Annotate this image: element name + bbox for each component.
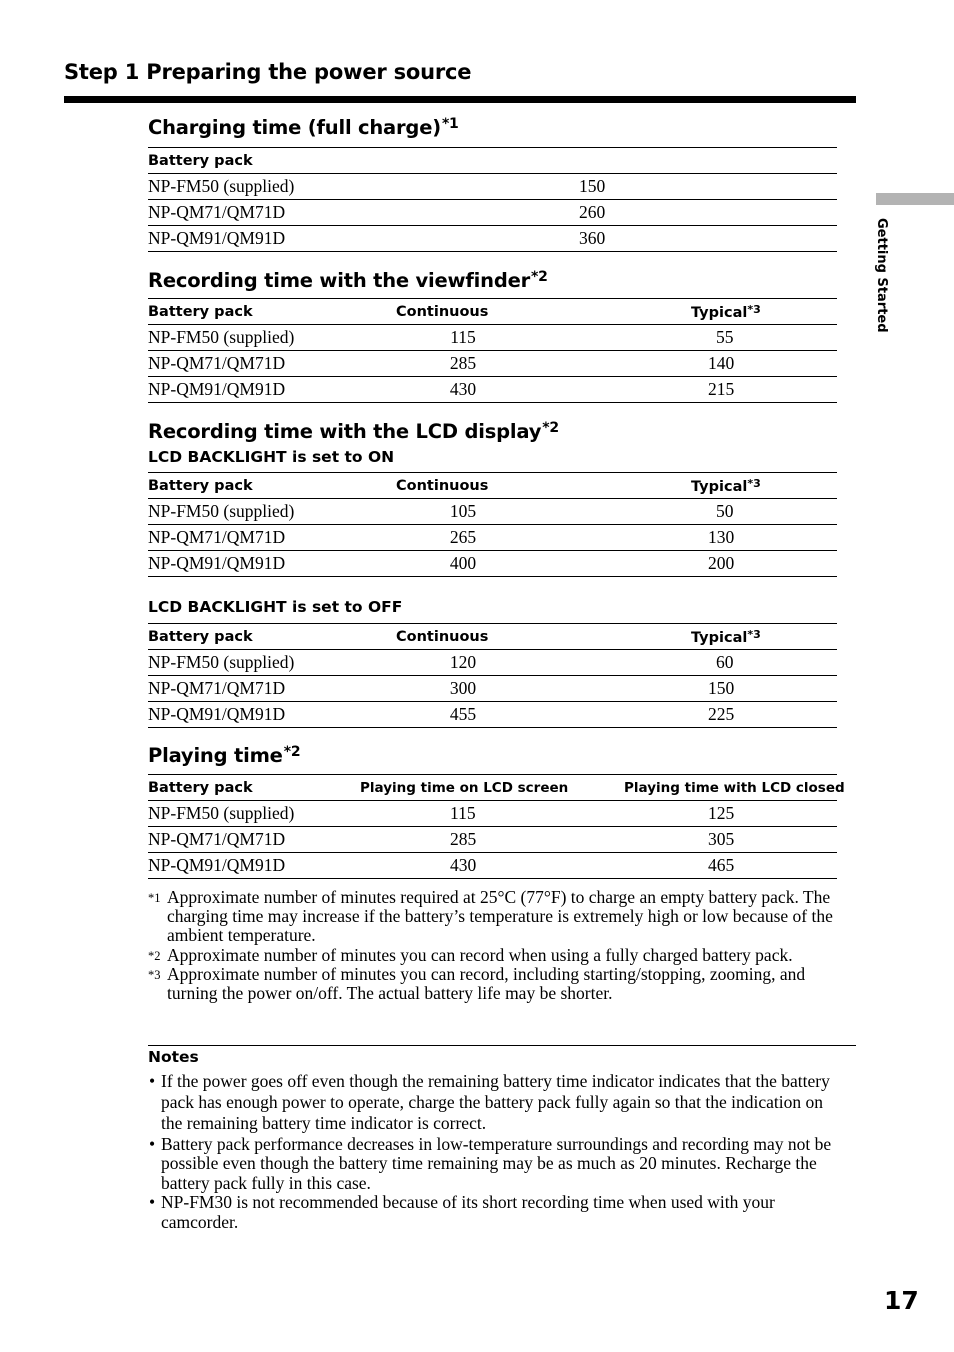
- continuous-cell: 300: [378, 676, 548, 702]
- bullet-icon: •: [149, 1192, 156, 1213]
- continuous-cell: 265: [378, 525, 548, 551]
- playing-lcd-screen-cell: 115: [348, 801, 578, 827]
- footnote-1: [148, 888, 848, 946]
- column-header-continuous: Continuous: [378, 473, 548, 499]
- column-header-battery-pack: Battery pack: [148, 775, 348, 801]
- note-item: [148, 1135, 848, 1194]
- battery-pack-cell: NP-QM71/QM71D: [148, 200, 578, 226]
- typical-cell: 225: [548, 702, 837, 728]
- table-row: [148, 351, 837, 377]
- column-header-continuous: Continuous: [378, 624, 548, 650]
- charging-time-title-text: Charging time (full charge): [148, 116, 441, 139]
- column-header-battery-pack: Battery pack: [148, 299, 378, 325]
- typical-cell: 140: [548, 351, 837, 377]
- column-header-typical: [548, 299, 837, 325]
- column-header-typical: [548, 473, 837, 499]
- heading-rule: [64, 96, 856, 103]
- note-text: NP-FM30 is not recommended because of its short recording time when used with your camcorder.: [161, 1192, 775, 1232]
- table-header-row: [148, 473, 837, 499]
- notes-title: Notes: [148, 1048, 199, 1066]
- notes-rule: [148, 1045, 856, 1046]
- table-row: [148, 702, 837, 728]
- table-header-row: [148, 299, 837, 325]
- viewfinder-time-title: [148, 269, 548, 292]
- footnote-1-mark: [148, 889, 161, 908]
- note-text: Battery pack performance decreases in low-temperature surroundings and recording may not be possible even though the battery time remaining may be as much as 20 minutes. Recharge the battery pack fully in this case.: [161, 1133, 832, 1193]
- table-row: [148, 200, 837, 226]
- note-text: If the power goes off even though the remaining battery time indicator indicates that the battery pack has enough power to operate, charge the battery pack fully again so that the indication on the remaining battery time indicator is correct.: [161, 1071, 830, 1134]
- table-header-row: [148, 148, 837, 174]
- footnote-3: [148, 965, 848, 1003]
- table-row: [148, 676, 837, 702]
- playing-lcd-closed-cell: 305: [578, 827, 837, 853]
- charging-time-title: [148, 116, 459, 139]
- footnote-symbol: *: [148, 967, 155, 982]
- continuous-cell: 285: [378, 351, 548, 377]
- battery-pack-cell: NP-FM50 (supplied): [148, 650, 378, 676]
- battery-pack-cell: NP-FM50 (supplied): [148, 499, 378, 525]
- charging-time-cell: 260: [578, 200, 837, 226]
- charging-time-table: [148, 147, 837, 252]
- footnote-2: [148, 946, 848, 965]
- section-tab-label: Getting Started: [874, 218, 889, 333]
- column-header-battery-pack: Battery pack: [148, 624, 378, 650]
- footnote-ref: *3: [747, 627, 761, 641]
- footnotes: [148, 888, 848, 1003]
- playing-lcd-screen-cell: 285: [348, 827, 578, 853]
- column-header-typical: [548, 624, 837, 650]
- footnote-3-text: Approximate number of minutes you can record, including starting/stopping, zooming, and turning the power on/off. The actual battery life may be shorter.: [167, 963, 806, 1004]
- viewfinder-time-table: [148, 298, 837, 403]
- page-number: 17: [884, 1286, 919, 1315]
- playing-lcd-screen-cell: 430: [348, 853, 578, 879]
- viewfinder-time-title-text: Recording time with the viewfinder: [148, 269, 531, 292]
- table-row: [148, 325, 837, 351]
- charging-time-cell: 360: [578, 226, 837, 252]
- battery-pack-cell: NP-QM91/QM91D: [148, 853, 348, 879]
- footnote-2-mark: [148, 947, 161, 966]
- table-row: [148, 226, 837, 252]
- battery-pack-cell: NP-QM91/QM91D: [148, 377, 378, 403]
- continuous-cell: 105: [378, 499, 548, 525]
- page-heading: Step 1 Preparing the power source: [64, 60, 472, 84]
- battery-pack-cell: NP-QM91/QM91D: [148, 702, 378, 728]
- typical-cell: 130: [548, 525, 837, 551]
- continuous-cell: 455: [378, 702, 548, 728]
- table-row: [148, 827, 837, 853]
- lcd-backlight-on-subtitle: LCD BACKLIGHT is set to ON: [148, 448, 395, 466]
- battery-pack-cell: NP-QM71/QM71D: [148, 525, 378, 551]
- continuous-cell: 400: [378, 551, 548, 577]
- charging-time-cell: 150: [578, 174, 837, 200]
- lcd-backlight-off-table: [148, 623, 837, 728]
- battery-pack-cell: NP-FM50 (supplied): [148, 801, 348, 827]
- continuous-cell: 120: [378, 650, 548, 676]
- table-row: [148, 650, 837, 676]
- typical-cell: 150: [548, 676, 837, 702]
- column-header-playing-lcd-screen: Playing time on LCD screen: [348, 775, 578, 801]
- battery-pack-cell: NP-QM91/QM91D: [148, 551, 378, 577]
- playing-time-table: [148, 774, 845, 879]
- table-row: [148, 853, 837, 879]
- column-header-empty: [578, 148, 837, 174]
- table-row: [148, 551, 837, 577]
- note-item: [148, 1071, 848, 1135]
- playing-time-title-text: Playing time: [148, 744, 283, 767]
- lcd-backlight-off-subtitle: LCD BACKLIGHT is set to OFF: [148, 598, 403, 616]
- section-tab: [876, 193, 954, 205]
- footnote-3-mark: [148, 966, 161, 985]
- notes-list: [148, 1071, 848, 1233]
- lcd-time-title-text: Recording time with the LCD display: [148, 420, 542, 443]
- table-row: [148, 499, 837, 525]
- footnote-ref: *2: [283, 744, 301, 760]
- typical-cell: 55: [548, 325, 837, 351]
- footnote-ref: *1: [441, 116, 459, 132]
- section-tab-label-wrap: [874, 218, 890, 338]
- battery-pack-cell: NP-FM50 (supplied): [148, 325, 378, 351]
- continuous-cell: 115: [378, 325, 548, 351]
- typical-cell: 50: [548, 499, 837, 525]
- column-header-typical-text: Typical: [691, 478, 748, 495]
- typical-cell: 215: [548, 377, 837, 403]
- column-header-continuous: Continuous: [378, 299, 548, 325]
- column-header-typical-text: Typical: [691, 629, 748, 646]
- column-header-typical-text: Typical: [691, 304, 748, 321]
- footnote-number: 1: [154, 891, 161, 905]
- column-header-battery-pack: Battery pack: [148, 473, 378, 499]
- footnote-symbol: *: [148, 891, 155, 905]
- table-row: [148, 174, 837, 200]
- battery-pack-cell: NP-QM71/QM71D: [148, 676, 378, 702]
- footnote-number: 2: [154, 948, 161, 963]
- column-header-battery-pack: Battery pack: [148, 148, 578, 174]
- footnote-symbol: *: [148, 948, 155, 963]
- continuous-cell: 430: [378, 377, 548, 403]
- footnote-ref: *2: [531, 269, 548, 285]
- battery-pack-cell: NP-QM71/QM71D: [148, 351, 378, 377]
- table-header-row: [148, 624, 837, 650]
- footnote-2-text: Approximate number of minutes you can record when using a fully charged battery pack.: [167, 944, 793, 965]
- table-row: [148, 377, 837, 403]
- table-row: [148, 801, 837, 827]
- typical-cell: 200: [548, 551, 837, 577]
- footnote-number: 3: [154, 967, 161, 982]
- bullet-icon: •: [149, 1133, 156, 1154]
- bullet-icon: •: [149, 1071, 156, 1091]
- playing-time-title: [148, 744, 300, 767]
- battery-pack-cell: NP-FM50 (supplied): [148, 174, 578, 200]
- footnote-1-text: Approximate number of minutes required at 25°C (77°F) to charge an empty battery pack. The charging time may increase if the battery’s temperature is extremely high or low because of the ambient temperature.: [167, 887, 833, 946]
- typical-cell: 60: [548, 650, 837, 676]
- playing-lcd-closed-cell: 125: [578, 801, 837, 827]
- battery-pack-cell: NP-QM71/QM71D: [148, 827, 348, 853]
- note-item: [148, 1193, 848, 1232]
- lcd-time-title: [148, 420, 559, 443]
- footnote-ref: *3: [747, 476, 761, 490]
- footnote-ref: *3: [747, 302, 761, 316]
- battery-pack-cell: NP-QM91/QM91D: [148, 226, 578, 252]
- table-row: [148, 525, 837, 551]
- table-header-row: [148, 775, 837, 801]
- playing-lcd-closed-cell: 465: [578, 853, 837, 879]
- footnote-ref: *2: [542, 420, 559, 436]
- column-header-playing-lcd-closed: Playing time with LCD closed: [578, 775, 837, 801]
- lcd-backlight-on-table: [148, 472, 837, 577]
